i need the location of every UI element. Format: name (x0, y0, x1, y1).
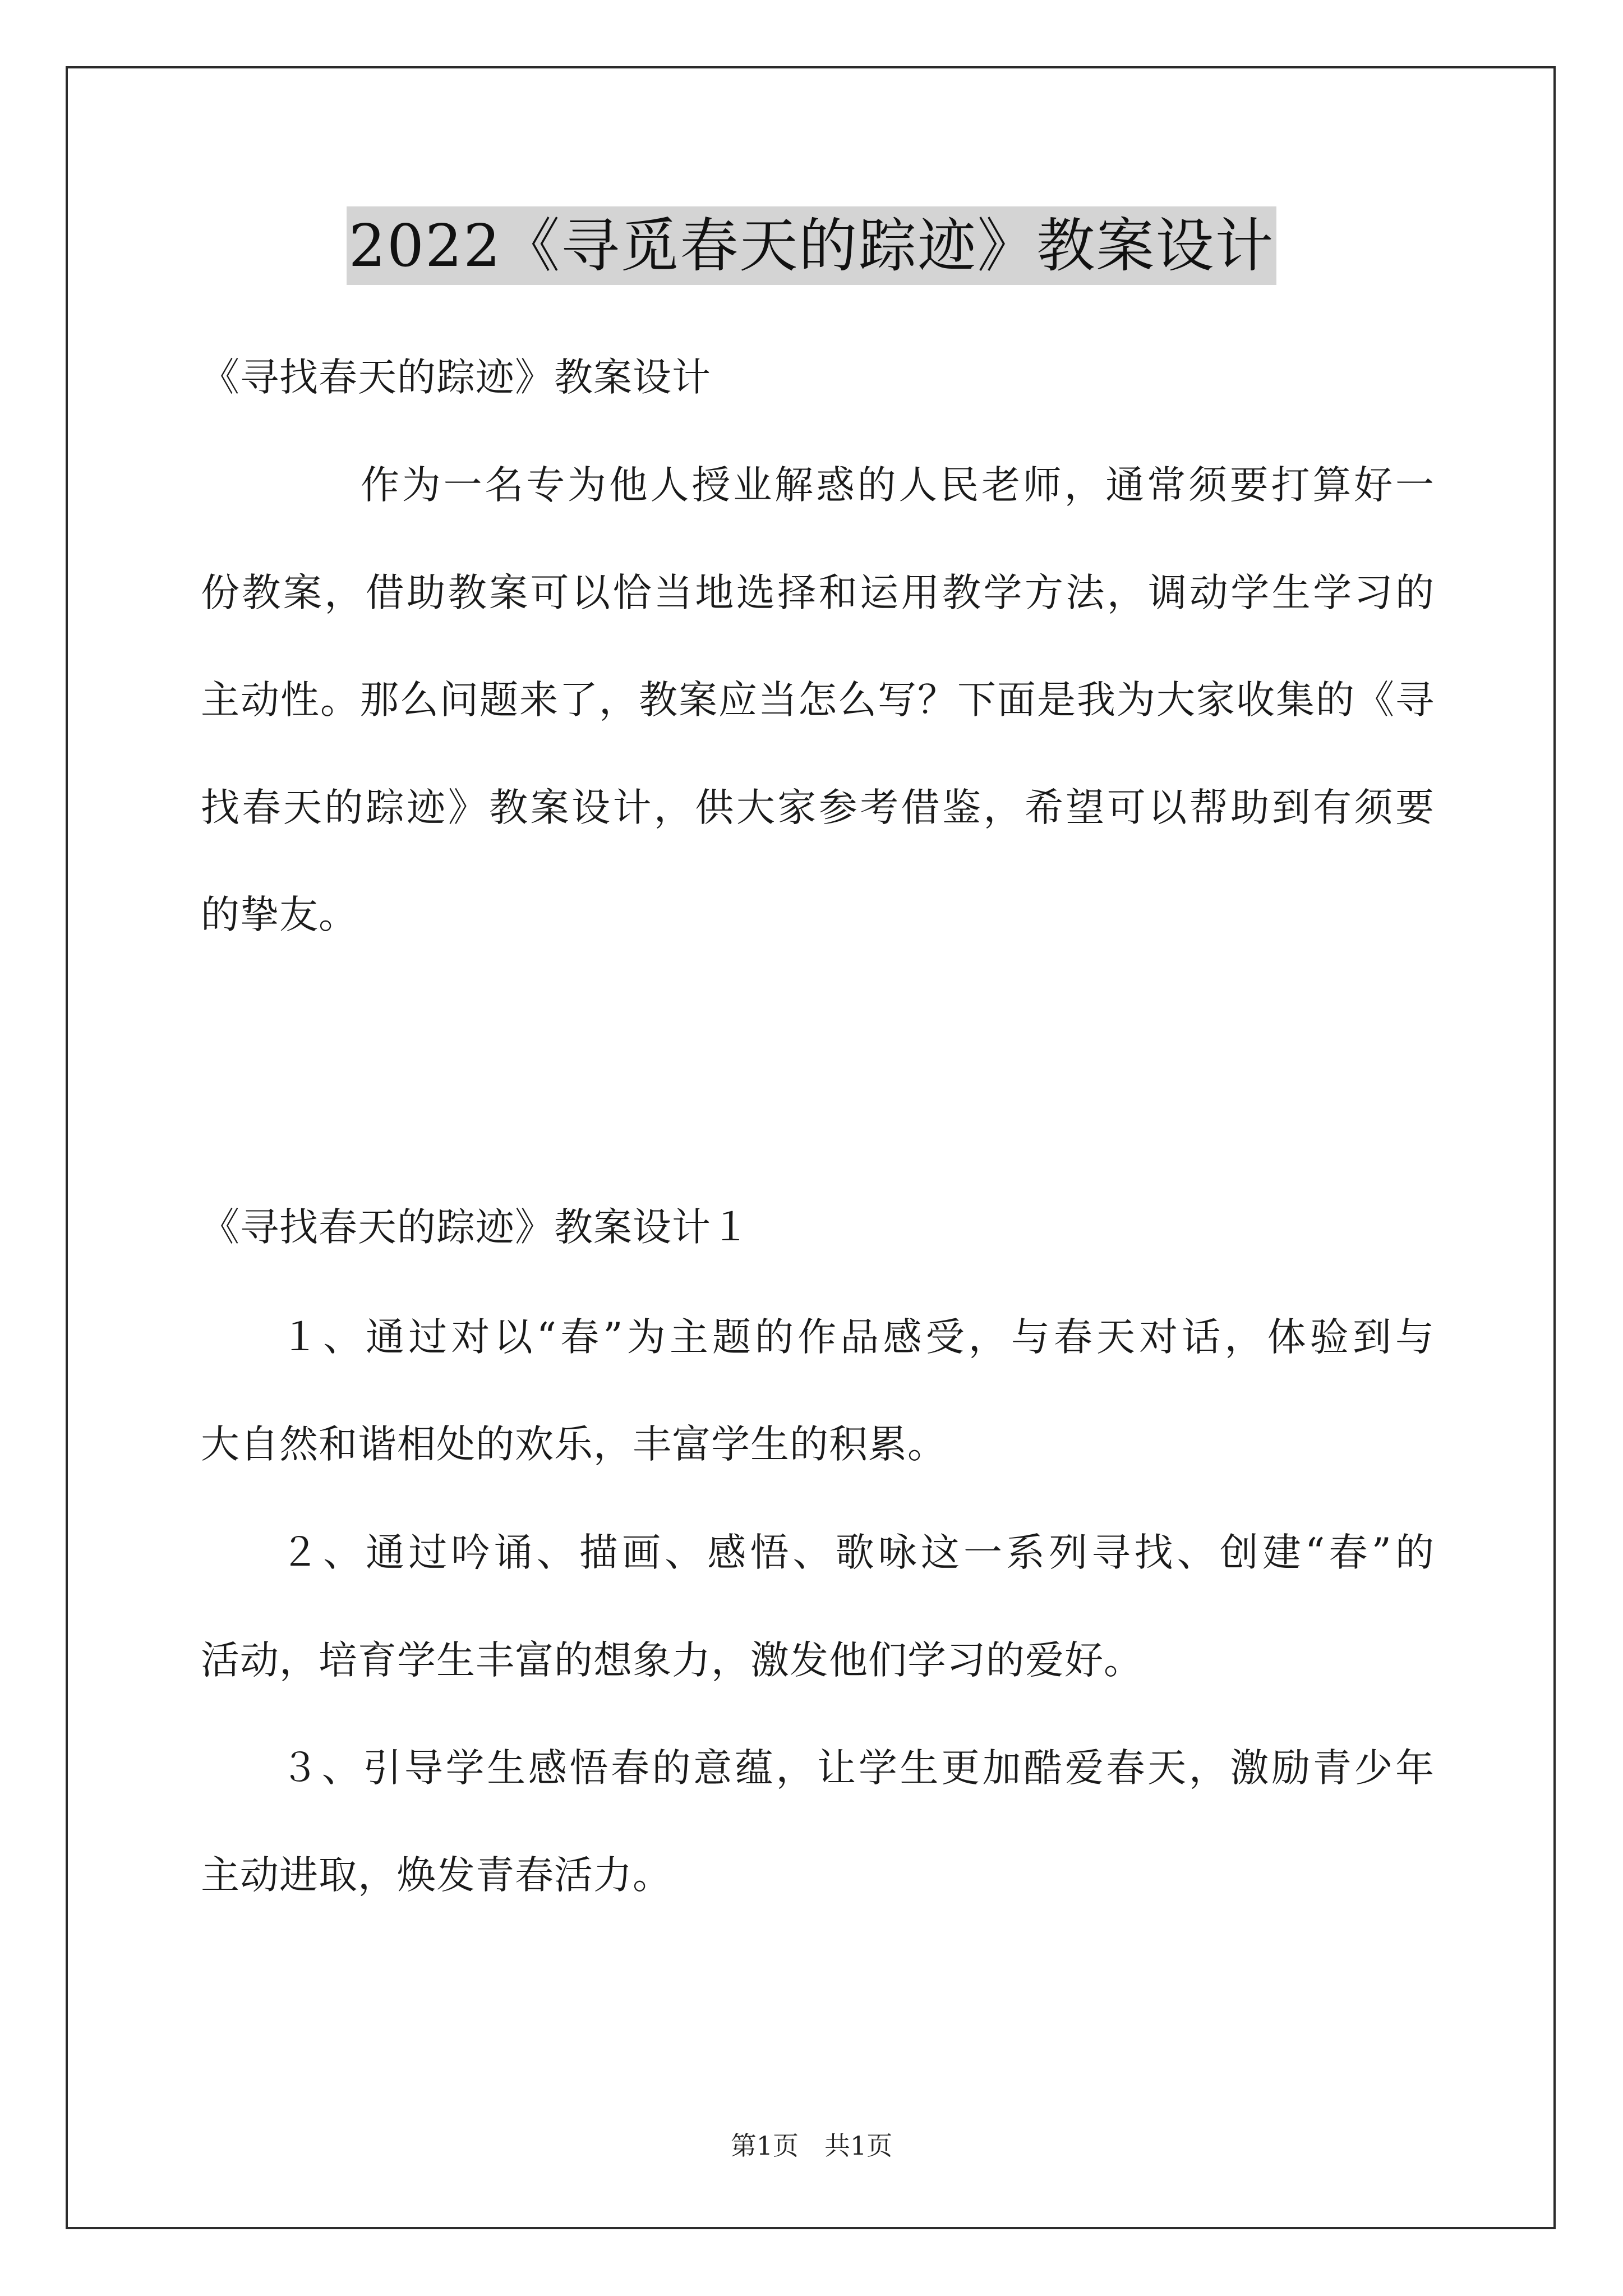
page-footer: 第1页 共1页 (730, 2131, 893, 2161)
intro-line-4: 找春天的踪迹》教案设计，供大家参考借鉴，希望可以帮助到有须要 (201, 785, 1435, 830)
intro-line-2: 份教案，借助教案可以恰当地选择和运用教学方法，调动学生学习的 (201, 570, 1435, 615)
intro-line-5: 的挚友。 (201, 892, 358, 937)
objective-2-line-1: ２、通过吟诵、描画、感悟、歌咏这一系列寻找、创建“春”的 (280, 1530, 1435, 1575)
section-heading: 《寻找春天的踪迹》教案设计１ (201, 1205, 750, 1250)
objective-1-line-2: 大自然和谐相处的欢乐，丰富学生的积累。 (201, 1422, 947, 1467)
intro-line-3: 主动性。那么问题来了，教案应当怎么写？下面是我为大家收集的《寻 (201, 678, 1435, 723)
objective-2-line-2: 活动，培育学生丰富的想象力，激发他们学习的爱好。 (201, 1638, 1143, 1683)
title-container (0, 206, 1623, 285)
objective-3-line-2: 主动进取，焕发青春活力。 (201, 1853, 672, 1898)
objective-3-line-1: ３、引导学生感悟春的意蕴，让学生更加酷爱春天，激励青少年 (280, 1746, 1435, 1791)
objective-1-line-1: １、通过对以“春”为主题的作品感受，与春天对话，体验到与 (280, 1315, 1435, 1360)
intro-line-1: 作为一名专为他人授业解惑的人民老师，通常须要打算好一 (361, 463, 1435, 508)
subtitle: 《寻找春天的踪迹》教案设计 (201, 355, 711, 400)
document-title: 2022《寻觅春天的踪迹》教案设计 (347, 206, 1277, 285)
